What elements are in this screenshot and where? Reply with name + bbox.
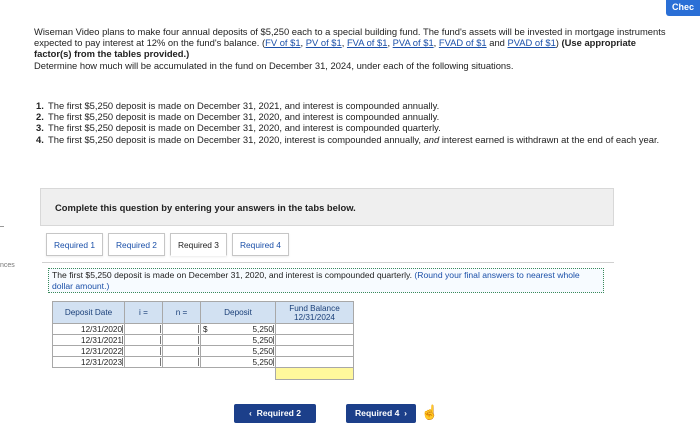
total-row [53,368,354,380]
problem-statement [34,26,670,71]
deposit-date-cell: 12/31/2021 [53,335,125,346]
periods-input[interactable] [163,324,201,335]
situation-item [36,100,666,111]
prev-required-button[interactable] [234,404,316,423]
deposit-date-cell: 12/31/2022 [53,346,125,357]
chevron-left-icon: ‹ [248,408,252,418]
table-row [53,324,354,335]
deposit-date-cell: 12/31/2020 [53,324,125,335]
situation-text: The first $5,250 deposit is made on December 31, 2020, and interest is compounded annually. [48,111,440,123]
determine-text: Determine how much will be accumulated in the fund on December 31, 2024, under each of the following situations. [34,59,514,71]
blank-cell [125,368,163,380]
link-fv-of-1[interactable]: FV of $1 [265,37,301,49]
requirement-tabs [46,233,289,256]
rounding-hint: (Round your final answers to nearest whole dollar amount.) [52,270,580,291]
table-row [53,335,354,346]
fund-balance-date: 12/31/2024 [294,312,335,322]
interest-rate-input[interactable] [125,346,163,357]
situation-number: 3. [36,122,44,134]
table-row [53,346,354,357]
requirement-prompt [48,268,604,293]
deposit-cell: 5,250 [211,335,276,346]
next-required-button[interactable] [346,404,416,423]
link-separator: , [387,37,393,49]
deposit-cell: 5,250 [211,324,276,335]
situation-number: 1. [36,100,44,111]
fund-balance-input[interactable] [276,335,354,346]
prompt-text: The first $5,250 deposit is made on December 31, 2020, and interest is compounded quarterly. [52,270,415,280]
tab-required-1[interactable]: Required 1 [46,233,103,256]
blank-cell [201,368,211,380]
link-separator: , [300,37,306,49]
deposit-cell: 5,250 [211,357,276,368]
col-fund-balance [276,302,354,324]
link-pvad-of-1[interactable]: PVAD of $1 [507,37,556,49]
deposit-cell: 5,250 [211,346,276,357]
side-label: nces [0,262,15,269]
situations-list [36,100,666,145]
situation-text: The first $5,250 deposit is made on December 31, 2021, and interest is compounded annually. [48,100,440,111]
situation-text-part: The first $5,250 deposit is made on December 31, 2020, interest is compounded annually, [48,133,424,145]
table-row [53,357,354,368]
check-button[interactable]: Chec [666,0,700,16]
periods-input[interactable] [163,335,201,346]
situation-text-part: interest earned is withdrawn at the end of each year. [439,133,660,145]
next-button-label: Required 4 [354,408,400,418]
link-pva-of-1[interactable]: PVA of $1 [392,37,434,49]
chevron-right-icon: › [404,408,408,418]
problem-intro: Wiseman Video plans to make four annual deposits of $5,250 each to a special building fund. The fund's assets will be invested in mortgage instruments expected to pay interest at 12% on the fund's balance. ( [34,26,666,49]
dollar-sign [201,357,211,368]
periods-input[interactable] [163,346,201,357]
fund-balance-input[interactable] [276,346,354,357]
col-periods: n = [163,302,201,324]
situation-number: 4. [36,133,44,145]
fund-balance-input[interactable] [276,357,354,368]
situation-item [36,134,666,145]
interest-rate-input[interactable] [125,357,163,368]
tab-required-3[interactable]: Required 3 [170,233,227,256]
fund-balance-input[interactable] [276,324,354,335]
left-divider-mark [0,226,4,227]
interest-rate-input[interactable] [125,335,163,346]
dollar-sign [201,335,211,346]
situation-number: 2. [36,111,44,123]
prev-button-label: Required 2 [256,408,302,418]
blank-cell [211,368,276,380]
dollar-sign [201,346,211,357]
link-pv-of-1[interactable]: PV of $1 [305,37,342,49]
situation-text: The first $5,250 deposit is made on December 31, 2020, and interest is compounded quarterly. [48,122,441,134]
col-interest-rate: i = [125,302,163,324]
fund-balance-header: Fund Balance [289,303,340,313]
link-separator: , [433,37,439,49]
tab-panel [42,262,614,422]
use-tables-note: (Use appropriate factor(s) from the tables provided.) [34,37,637,60]
situation-item [36,111,666,122]
situation-item [36,122,666,133]
link-separator: , [341,37,347,49]
situation-emphasis: and [423,133,440,145]
dollar-sign: $ [201,324,211,335]
link-fva-of-1[interactable]: FVA of $1 [346,37,388,49]
instructions-text: Complete this question by entering your answers in the tabs below. [55,202,356,213]
instructions-box [40,188,614,226]
col-deposit: Deposit [201,302,276,324]
blank-cell [53,368,125,380]
tab-required-4[interactable]: Required 4 [232,233,289,256]
fund-balance-table [52,301,354,380]
total-fund-balance-input[interactable] [276,368,354,380]
blank-cell [163,368,201,380]
deposit-date-cell: 12/31/2023 [53,357,125,368]
hand-cursor-icon: ☝ [421,404,439,420]
close-paren: ) [555,37,559,49]
link-and: and [486,37,508,49]
periods-input[interactable] [163,357,201,368]
col-deposit-date: Deposit Date [53,302,125,324]
link-fvad-of-1[interactable]: FVAD of $1 [438,37,487,49]
situation-text [48,134,666,145]
interest-rate-input[interactable] [125,324,163,335]
tab-required-2[interactable]: Required 2 [108,233,165,256]
